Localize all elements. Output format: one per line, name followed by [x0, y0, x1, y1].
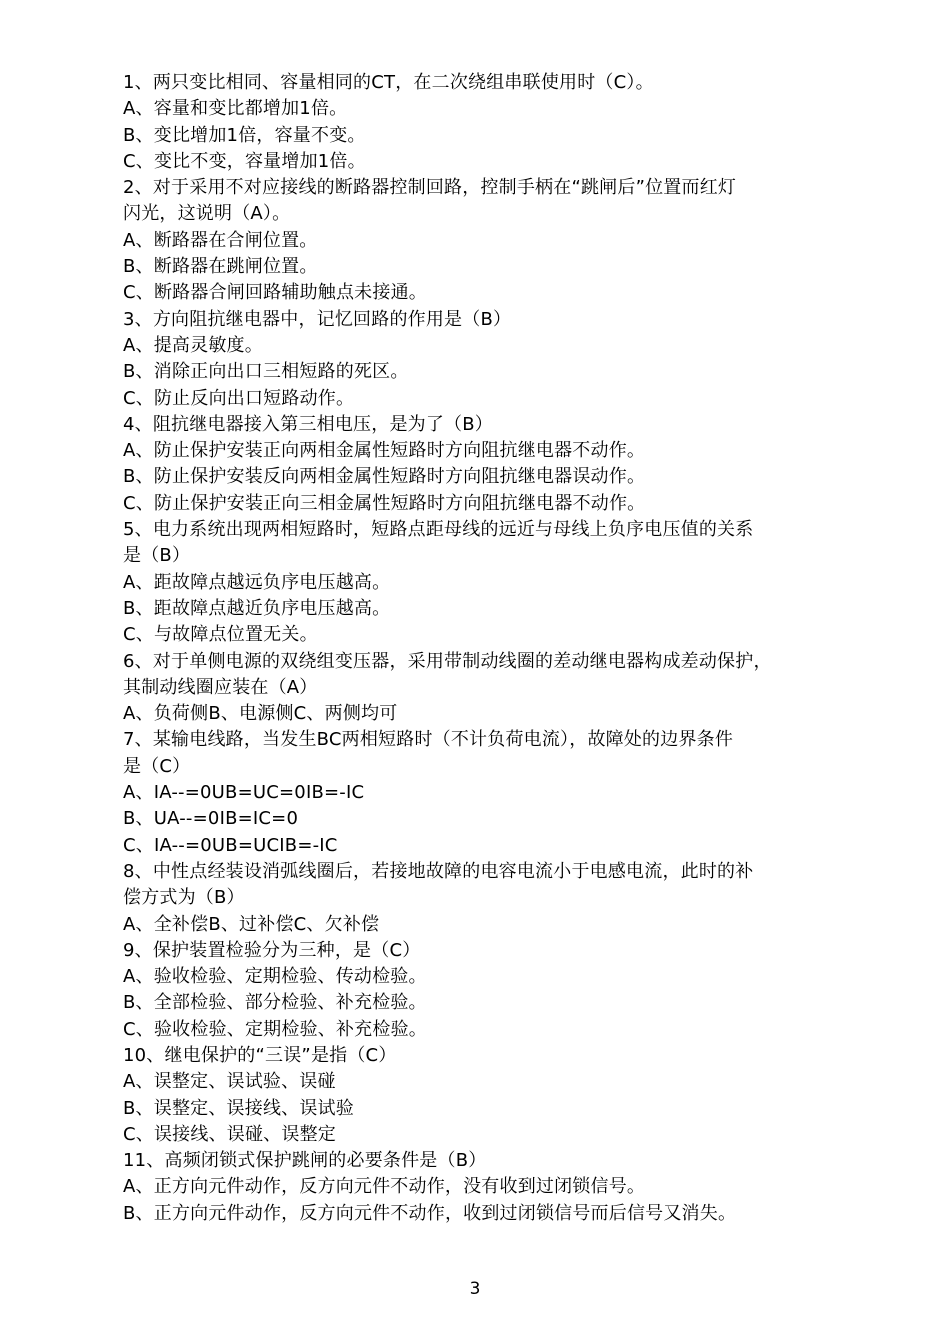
text-line: 8、中性点经装设消弧线圈后，若接地故障的电容电流小于电感电流，此时的补: [123, 860, 754, 882]
text-line: 其制动线圈应装在（A）: [123, 676, 318, 698]
text-line: 5、电力系统出现两相短路时，短路点距母线的远近与母线上负序电压值的关系: [123, 519, 754, 541]
text-line: A、误整定、误试验、误碰: [123, 1071, 336, 1093]
text-line: 4、阻抗继电器接入第三相电压，是为了（B）: [123, 413, 493, 435]
text-line: 偿方式为（B）: [123, 887, 245, 909]
text-line: A、距故障点越远负序电压越高。: [123, 571, 391, 593]
text-line: A、提高灵敏度。: [123, 334, 263, 356]
text-line: B、防止保护安装反向两相金属性短路时方向阻抗继电器误动作。: [123, 466, 646, 488]
text-line: C、与故障点位置无关。: [123, 624, 318, 646]
text-line: 3、方向阻抗继电器中，记忆回路的作用是（B）: [123, 308, 512, 330]
text-line: C、防止保护安装正向三相金属性短路时方向阻抗继电器不动作。: [123, 492, 646, 514]
text-line: 6、对于单侧电源的双绕组变压器，采用带制动线圈的差动继电器构成差动保护，: [123, 650, 772, 672]
text-line: A、负荷侧B、电源侧C、两侧均可: [123, 703, 398, 725]
text-line: 10、继电保护的“三误”是指（C）: [123, 1044, 397, 1066]
text-line: B、UA--=0IB=IC=0: [123, 808, 299, 830]
text-line: C、防止反向出口短路动作。: [123, 387, 355, 409]
text-line: C、IA--=0UB=UCIB=-IC: [123, 834, 338, 856]
text-line: C、变比不变，容量增加1倍。: [123, 150, 366, 172]
text-line: 闪光，这说明（A）。: [123, 203, 291, 225]
text-line: 1、两只变比相同、容量相同的CT，在二次绕组串联使用时（C）。: [123, 72, 654, 93]
text-line: B、距故障点越近负序电压越高。: [123, 597, 391, 619]
page-number: 3: [469, 1279, 481, 1299]
text-line: 9、保护装置检验分为三种，是（C）: [123, 939, 421, 961]
text-line: A、防止保护安装正向两相金属性短路时方向阻抗继电器不动作。: [123, 440, 646, 462]
text-line: 7、某输电线路，当发生BC两相短路时（不计负荷电流），故障处的边界条件: [123, 729, 734, 751]
text-line: A、全补偿B、过补偿C、欠补偿: [123, 913, 380, 935]
text-line: A、断路器在合闸位置。: [123, 229, 318, 251]
text-line: B、全部检验、部分检验、补充检验。: [123, 992, 427, 1014]
text-line: A、正方向元件动作，反方向元件不动作，没有收到过闭锁信号。: [123, 1176, 646, 1198]
text-line: B、误整定、误接线、误试验: [123, 1097, 354, 1119]
text-line: 2、对于采用不对应接线的断路器控制回路，控制手柄在“跳闸后”位置而红灯: [123, 177, 737, 199]
text-line: A、验收检验、定期检验、传动检验。: [123, 966, 427, 988]
text-line: B、正方向元件动作，反方向元件不动作，收到过闭锁信号而后信号又消失。: [123, 1202, 737, 1224]
text-line: 11、高频闭锁式保护跳闸的必要条件是（B）: [123, 1150, 487, 1172]
text-line: C、验收检验、定期检验、补充检验。: [123, 1018, 427, 1040]
text-line: B、消除正向出口三相短路的死区。: [123, 361, 409, 383]
text-line: 是（C）: [123, 755, 191, 777]
text-line: B、断路器在跳闸位置。: [123, 256, 318, 278]
text-line: C、断路器合闸回路辅助触点未接通。: [123, 282, 427, 304]
document-body: [123, 70, 838, 1227]
text-line: 是（B）: [123, 545, 191, 567]
text-line: C、误接线、误碰、误整定: [123, 1123, 336, 1145]
text-line: A、IA--=0UB=UC=0IB=-IC: [123, 782, 365, 804]
text-line: B、变比增加1倍，容量不变。: [123, 124, 366, 146]
text-line: A、容量和变比都增加1倍。: [123, 98, 348, 120]
